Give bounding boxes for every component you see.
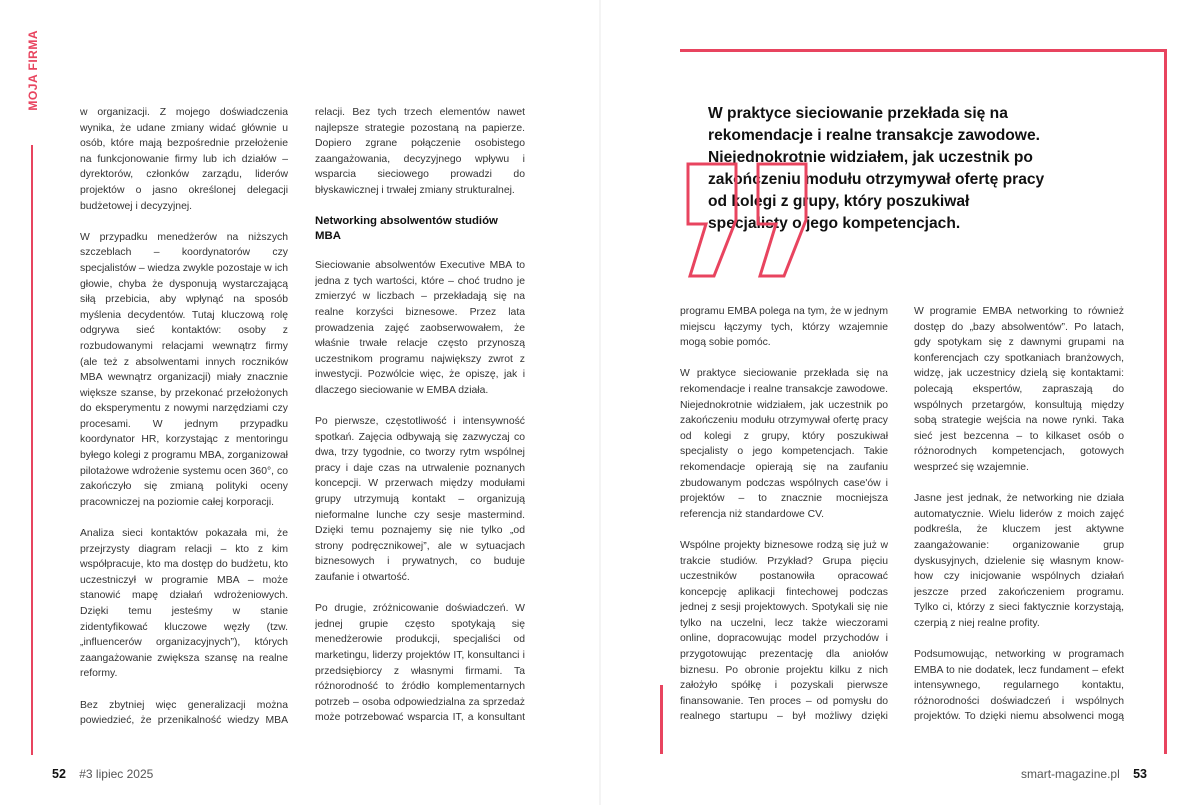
paragraph: Podsumowując, networking w programach EMBA to nie dodatek, lecz fundament – efekt intensywnego, regularnego kontaktu, różnorodności doświadczeń i wspólnych projektów. To dzięki niemu absolwenci mogą [914,649,1124,723]
section-heading: Networking absolwentów studiów MBA [315,215,498,243]
paragraph: W praktyce sieciowanie przekłada się na rekomendacje i realne transakcje zawodowe. Niejednokrotnie widziałem, jak uczestnik po zakończeniu modułu otrzymywał ofertę pracy od kolegi z grupy, który poszukiwał specjalisty o jego kompetencjach. Takie rekomendacje opierają się na zaufaniu zbudowanym podczas wspólnych case'ów i projektów – to znacznie mocniejsza referencja niż standardowe CV. [680,368,888,520]
paragraph: W programie EMBA networking to również dostęp do „bazy absolwentów”. Po latach, gdy spotykam się z dawnymi grupami na konferencjach czy spotkaniach branżowych, widzę, jak uczestnicy dzielą się kontaktami: polecają ekspertów, zapraszają do wspólnych przetargów, konsultują między sobą strategie wejścia na nowe rynki. Taka sieć jest bezcenna – to kilkaset osób o różnorodnych kompetencjach, gotowych wesprzeć się wzajemnie. [914,306,1124,473]
paragraph: programu EMBA polega na tym, że w jednym miejscu łączymy tych, którzy wzajemnie mogą sobie pomóc. [680,306,888,349]
paragraph: relacji. Bez tych trzech elementów nawet najlepsze strategie pozostaną na papierze. Dopiero zgrane połączenie osobistego zaangażowania, decyzyjnego wpływu i wsparcia sieciowego prowadzi do błyskawicznej i trwałej zmiany strukturalnej. [315,107,525,196]
paragraph: Bez zbytniej więc generalizacji można powiedzieć, że przenikalność wiedzy MBA [80,699,288,725]
paragraph: Analiza sieci kontaktów pokazała mi, że przejrzysty diagram relacji – kto z kim współpracuje, kto ma dostęp do budżetu, kto uczestniczył w programie MBA – może stanowić mapę działań wdrożeniowych. Dzięki temu jesteśmy w stanie zidentyfikować kluczowe węzły (tzw. „influencerów organizacyjnych”), których zaangażowanie zwiększa szansę na realne reformy. [80,528,288,680]
text-column-1 [80,105,288,725]
text-column-4 [914,304,1124,724]
quote-frame-left [660,685,663,754]
accent-rule [31,145,33,755]
page-number-right: 53 [1133,767,1147,781]
footer-left [52,767,153,781]
text-column-2 [315,105,525,725]
quote-frame-right [1164,49,1167,754]
paragraph: Po pierwsze, częstotliwość i intensywność spotkań. Zajęcia odbywają się zazwyczaj co dwa, trzy tygodnie, co tworzy rytm wspólnej pracy i daje czas na utrwalenie poznanych koncepcji. W przerwach między modułami grupy utrzymują kontakt – organizują nieformalne lunche czy sesje mastermind. Dzięki temu poznajemy się nie tylko „od strony podręcznikowej”, ale w sytuacjach biznesowych i prywatnych, co buduje zaufanie i otwartość. [315,416,525,584]
section-label: MOJA FIRMA [26,30,40,111]
paragraph: Po drugie, zróżnicowanie doświadczeń. W jednej grupie często spotykają się menedżerowie produkcji, specjaliści od marketingu, liderzy projektów IT, konsultanci i przedsiębiorcy z własnymi firmami. Ta różnorodność to źródło komplementarnych potrzeb – osoba odpowiedzialna za sprzedaż może potrzebować wsparcia IT, a konsultant [315,603,525,724]
quote-frame-top [680,49,1167,52]
closing-quote-outline-icon [684,160,824,280]
paragraph: Jasne jest jednak, że networking nie działa automatycznie. Wielu liderów z moich zajęć podkreśla, że kluczem jest aktywne zaangażowanie: organizowanie grup dyskusyjnych, dzielenie się własnym know-how czy inicjowanie wspólnych działań jeszcze przed zakończeniem programu. Tylko ci, którzy z sieci faktycznie korzystają, czerpią z niej realne profity. [914,493,1124,629]
text-column-3 [680,304,888,724]
pull-quote: W praktyce sieciowanie przekłada się na rekomendacje i realne transakcje zawodowe. Niejednokrotnie widziałem, jak uczestnik po zakończeniu modułu otrzymywał ofertę pracy od kolegi z grupy, który poszukiwał specjalisty o jego kompetencjach. [708,105,1045,232]
paragraph: W przypadku menedżerów na niższych szczeblach – koordynatorów czy specjalistów – wiedza zwykle pozostaje w ich głowie, chyba że dysponują wystarczającą siłą przebicia, aby wpłynąć na sposób myślenia decydentów. Tutaj kluczową rolę odgrywa sieć kontaktów: osoby z rozbudowanymi relacjami wewnątrz firmy (ale też z absolwentami innych roczników MBA wewnątrz organizacji) miały znacznie większe szanse, by przekonać przełożonych do eksperymentu z nowymi narzędziami czy procesami. W jednym przypadku koordynator HR, korzystając z mentoringu byłego kolegi z programu MBA, zorganizował pilotażowe wdrożenie systemu ocen 360°, co zakończyło się zmianą polityki oceny pracowniczej na poziomie całej korporacji. [80,231,288,508]
paragraph: Wspólne projekty biznesowe rodzą się już w trakcie studiów. Przykład? Grupa pięciu uczestników postanowiła opracować koncepcję aplikacji fintechowej podczas jednej z sesji projektowych. Spotykali się nie tylko na uczelni, lecz także wieczorami online, dopracowując model przychodów i przygotowując prezentację dla aniołów biznesu. Po obronie projektu kilku z nich założyło spółkę i pozyskali pierwsze finansowanie. Ten proces – od pomysłu do realnego startupu – był możliwy dzięki [680,539,888,723]
page-gutter [599,0,601,805]
page-number-left: 52 [52,767,66,781]
paragraph: w organizacji. Z mojego doświadczenia wynika, że udane zmiany widać głównie u osób, które mają bezpośrednie przełożenie na funkcjonowanie firmy lub ich działów – dyrektorów, członków zarządu, liderów projektów o jasno określonej delegacji budżetowej i decyzyjnej. [80,107,288,212]
paragraph: Sieciowanie absolwentów Executive MBA to jedna z tych wartości, które – choć trudno je zmierzyć w liczbach – przekładają się na realne korzyści biznesowe. Przez lata prowadzenia zajęć zaobserwowałem, że właśnie trwałe relacje często przynoszą uczestnikom programu największy zwrot z inwestycji. Pozwólcie więc, że opiszę, jak i dlaczego sieciowanie w EMBA działa. [315,260,525,396]
website-link[interactable]: smart-magazine.pl [1021,767,1120,781]
issue-date: #3 lipiec 2025 [79,767,154,781]
footer-right [1021,767,1147,781]
